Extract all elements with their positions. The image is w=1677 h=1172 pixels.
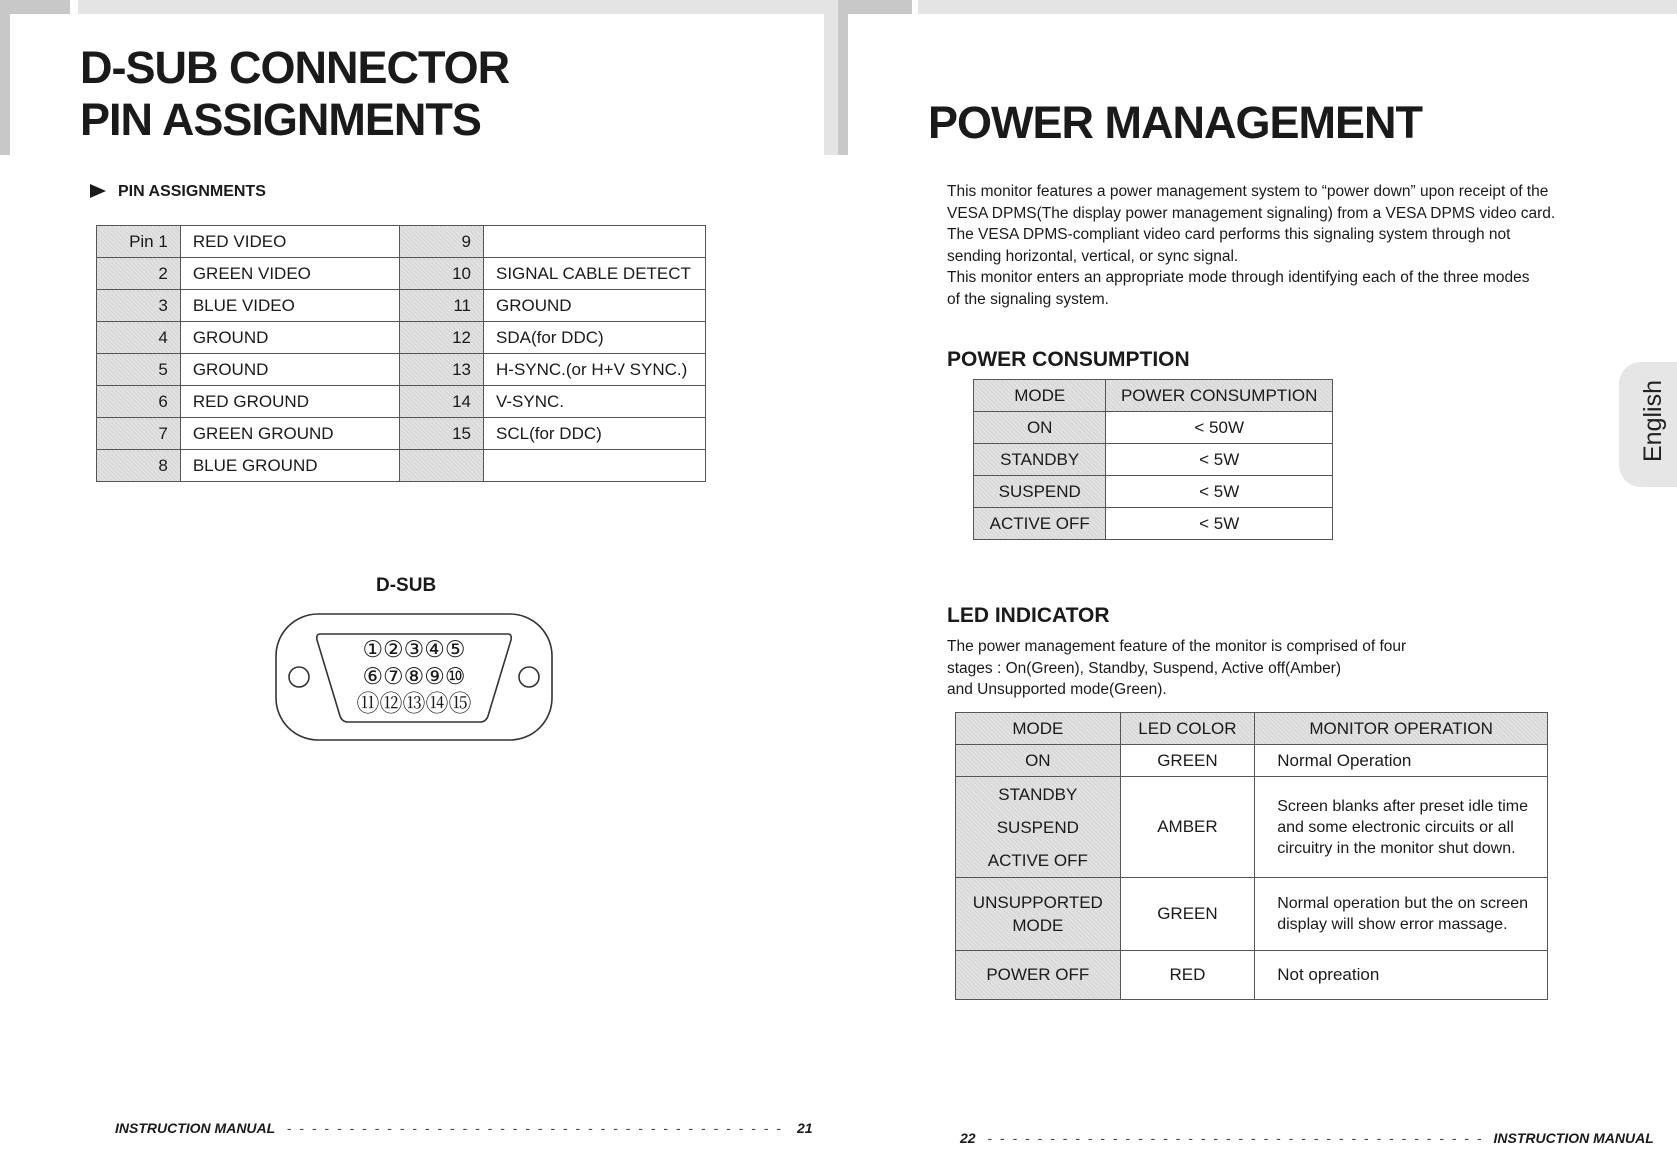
intro-paragraph xyxy=(947,181,1555,310)
table-row xyxy=(97,418,706,450)
led-indicator-table xyxy=(955,712,1548,1000)
led-mode-suspend: SUSPEND xyxy=(996,817,1079,837)
intro-line: sending horizontal, vertical, or sync signal. xyxy=(947,247,1239,265)
left-footer xyxy=(115,1120,813,1136)
right-footer xyxy=(960,1130,1654,1146)
section-heading xyxy=(90,183,266,201)
pin-signal: BLUE VIDEO xyxy=(180,290,400,322)
pin-number: 6 xyxy=(97,386,181,418)
power-mode: SUSPEND xyxy=(974,476,1106,508)
led-row-unsupported xyxy=(956,878,1548,951)
pin-number: 10 xyxy=(400,258,484,290)
table-row xyxy=(97,450,706,482)
left-top-bar xyxy=(78,0,824,14)
intro-line: The VESA DPMS-compliant video card performs this signaling system through not xyxy=(947,226,1511,243)
table-row xyxy=(97,290,706,322)
led-row-group xyxy=(956,777,1548,878)
led-op-unsupported-line2: display will show error massage. xyxy=(1277,916,1508,933)
led-mode-group xyxy=(956,777,1121,878)
pin-number: 4 xyxy=(97,322,181,354)
led-mode-on: ON xyxy=(956,745,1121,777)
pin-signal: H-SYNC.(or H+V SYNC.) xyxy=(484,354,706,386)
power-value: < 5W xyxy=(1106,508,1333,540)
led-desc-line: stages : On(Green), Standby, Suspend, Active off(Amber) xyxy=(947,659,1342,677)
led-header-mode: MODE xyxy=(956,713,1121,745)
power-header-row xyxy=(974,380,1333,412)
led-color-on: GREEN xyxy=(1120,745,1255,777)
intro-line: This monitor enters an appropriate mode through identifying each of the three modes xyxy=(947,269,1530,286)
center-fold-left xyxy=(824,0,838,155)
table-row xyxy=(974,412,1333,444)
section-heading-text: PIN ASSIGNMENTS xyxy=(118,183,266,200)
led-mode-unsupported-line1: UNSUPPORTED xyxy=(972,893,1103,912)
power-mode: ACTIVE OFF xyxy=(974,508,1106,540)
led-mode-active-off: ACTIVE OFF xyxy=(987,850,1088,870)
pin-signal: SCL(for DDC) xyxy=(484,418,706,450)
pin-assignment-table xyxy=(96,225,706,482)
led-op-unsupported xyxy=(1255,878,1548,951)
intro-line: VESA DPMS(The display power management signaling) from a VESA DPMS video card. xyxy=(947,204,1556,222)
language-side-tab[interactable] xyxy=(1619,362,1677,487)
intro-line: of the signaling system. xyxy=(947,290,1109,308)
led-description xyxy=(947,636,1406,701)
led-op-on: Normal Operation xyxy=(1255,745,1548,777)
led-mode-unsupported-line2: MODE xyxy=(1012,916,1064,935)
power-management-title: POWER MANAGEMENT xyxy=(928,97,1422,148)
pin-number xyxy=(400,450,484,482)
footer-manual-text: INSTRUCTION MANUAL xyxy=(115,1120,275,1136)
led-indicator-heading: LED INDICATOR xyxy=(947,604,1110,627)
pin-signal xyxy=(484,226,706,258)
connector-label: D-SUB xyxy=(376,575,437,596)
footer-manual-text: INSTRUCTION MANUAL xyxy=(1493,1130,1654,1146)
dsub-connector-diagram xyxy=(274,612,554,742)
table-row xyxy=(97,386,706,418)
pin-number: 2 xyxy=(97,258,181,290)
connector-pins-row3: ⑪⑫⑬⑭⑮ xyxy=(356,690,472,716)
led-mode-unsupported xyxy=(956,878,1121,951)
pin-signal: SIGNAL CABLE DETECT xyxy=(484,258,706,290)
pin-number: 12 xyxy=(400,322,484,354)
power-header-consumption: POWER CONSUMPTION xyxy=(1106,380,1333,412)
led-mode-power-off: POWER OFF xyxy=(956,951,1121,1000)
right-corner-block xyxy=(838,0,912,14)
intro-line: This monitor features a power management system to “power down” upon receipt of the xyxy=(947,183,1549,200)
page-title-line1: D-SUB CONNECTOR xyxy=(80,42,510,93)
led-mode-standby: STANDBY xyxy=(998,784,1078,804)
footer-dashes: - - - - - - - - - - - - - - - - - - - - - - - - - - - - - - - - - - - - - - - - xyxy=(987,1130,1484,1146)
pin-number: 11 xyxy=(400,290,484,322)
led-header-color: LED COLOR xyxy=(1120,713,1255,745)
page-title-line2: PIN ASSIGNMENTS xyxy=(80,94,481,145)
power-consumption-heading: POWER CONSUMPTION xyxy=(947,348,1190,371)
led-header-row xyxy=(956,713,1548,745)
footer-dashes: - - - - - - - - - - - - - - - - - - - - - - - - - - - - - - - - - - - - - - - - xyxy=(286,1120,784,1136)
pin-signal xyxy=(484,450,706,482)
connector-pins-row1: ①②③④⑤ xyxy=(362,636,466,662)
pin-signal: BLUE GROUND xyxy=(180,450,400,482)
pin-number: 13 xyxy=(400,354,484,386)
led-op-power-off: Not opreation xyxy=(1255,951,1548,1000)
center-fold-right xyxy=(838,0,848,155)
page-number: 21 xyxy=(796,1120,813,1136)
pin-number: 3 xyxy=(97,290,181,322)
led-op-group xyxy=(1255,777,1548,878)
connector-pins-row2: ⑥⑦⑧⑨⑩ xyxy=(362,663,466,689)
table-row xyxy=(97,322,706,354)
pin-signal: GROUND xyxy=(484,290,706,322)
pin-number: 7 xyxy=(97,418,181,450)
page-number: 22 xyxy=(960,1130,976,1146)
table-row xyxy=(97,226,706,258)
led-op-group-line1: Screen blanks after preset idle time xyxy=(1277,797,1529,815)
pin-number: 8 xyxy=(97,450,181,482)
table-row xyxy=(974,444,1333,476)
pin-signal: V-SYNC. xyxy=(484,386,706,418)
pin-signal: SDA(for DDC) xyxy=(484,322,706,354)
pin-number: Pin 1 xyxy=(97,226,181,258)
pin-number: 15 xyxy=(400,418,484,450)
left-edge-bar xyxy=(0,0,10,155)
table-row xyxy=(97,258,706,290)
pin-number: 5 xyxy=(97,354,181,386)
power-value: < 5W xyxy=(1106,476,1333,508)
power-mode: STANDBY xyxy=(974,444,1106,476)
power-consumption-table xyxy=(973,379,1333,540)
pin-signal: GROUND xyxy=(180,322,400,354)
led-row-on xyxy=(956,745,1548,777)
language-tab-label: English xyxy=(1639,380,1667,462)
pin-signal: GROUND xyxy=(180,354,400,386)
led-op-unsupported-line1: Normal operation but the on screen xyxy=(1277,895,1529,912)
led-header-operation: MONITOR OPERATION xyxy=(1255,713,1548,745)
power-header-mode: MODE xyxy=(974,380,1106,412)
left-corner-block xyxy=(0,0,70,14)
right-top-bar xyxy=(918,0,1677,14)
pin-signal: RED GROUND xyxy=(180,386,400,418)
triangle-bullet-icon xyxy=(90,184,106,198)
power-value: < 50W xyxy=(1106,412,1333,444)
table-row xyxy=(974,476,1333,508)
table-row xyxy=(974,508,1333,540)
led-op-group-line3: circuitry in the monitor shut down. xyxy=(1277,839,1516,857)
power-mode: ON xyxy=(974,412,1106,444)
led-color-red: RED xyxy=(1120,951,1255,1000)
led-desc-line: and Unsupported mode(Green). xyxy=(947,681,1167,698)
led-desc-line: The power management feature of the monitor is comprised of four xyxy=(947,638,1407,655)
power-value: < 5W xyxy=(1106,444,1333,476)
led-color-amber: AMBER xyxy=(1120,777,1255,878)
pin-number: 9 xyxy=(400,226,484,258)
pin-signal: GREEN GROUND xyxy=(180,418,400,450)
led-row-power-off xyxy=(956,951,1548,1000)
pin-signal: GREEN VIDEO xyxy=(180,258,400,290)
pin-number: 14 xyxy=(400,386,484,418)
table-row xyxy=(97,354,706,386)
pin-signal: RED VIDEO xyxy=(180,226,400,258)
led-color-unsupported: GREEN xyxy=(1120,878,1255,951)
led-op-group-line2: and some electronic circuits or all xyxy=(1277,818,1514,836)
